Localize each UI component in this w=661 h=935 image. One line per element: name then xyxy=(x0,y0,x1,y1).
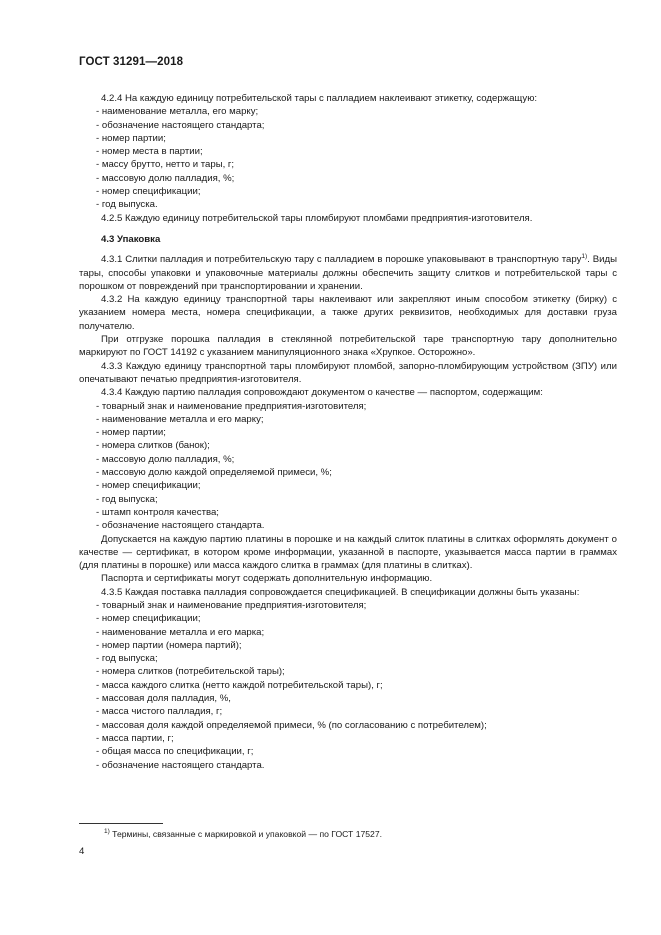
list-item: - номер спецификации; xyxy=(79,479,617,492)
list-item: - год выпуска; xyxy=(79,493,617,506)
paragraph-certificate: Допускается на каждую партию платины в порошке и на каждый слиток платины в слитках оформлять документ о качестве — сертификат, в котором кроме информации, указанной в паспорте, указывается масса партии в граммах (для платины в порошке) или масса каждого слитка в граммах (для платины в слитках). xyxy=(79,533,617,572)
document-header: ГОСТ 31291—2018 xyxy=(79,56,184,68)
paragraph-4-2-5: 4.2.5 Каждую единицу потребительской тары пломбируют пломбами предприятия-изготовителя. xyxy=(101,212,533,224)
paragraph-4-3-3: 4.3.3 Каждую единицу транспортной тары пломбируют пломбой, запорно-пломбирующим устройством (ЗПУ) или опечатывают печатью предприятия-изготовителя. xyxy=(79,360,617,385)
list-item: - массовая доля каждой определяемой примеси, % (по согласованию с потребителем); xyxy=(79,719,617,732)
list-item: - номера слитков (банок); xyxy=(79,439,617,452)
list-item: - массу брутто, нетто и тары, г; xyxy=(79,158,617,171)
list-item: - товарный знак и наименование предприятия-изготовителя; xyxy=(79,599,617,612)
list-item: - масса чистого палладия, г; xyxy=(79,705,617,718)
paragraph-4-3-4: 4.3.4 Каждую партию палладия сопровождают документом о качестве — паспортом, содержащим: xyxy=(101,387,543,399)
list-item: - год выпуска; xyxy=(79,652,617,665)
paragraph-glass-tare: При отгрузке порошка палладия в стеклянной потребительской таре транспортную тару дополнительно маркируют по ГОСТ 14192 с указанием манипуляционного знака «Хрупкое. Осторожно». xyxy=(79,334,617,359)
footnote-mark: 1) xyxy=(104,828,110,836)
footnote xyxy=(104,829,617,840)
paragraph-4-3-2: 4.3.2 На каждую единицу транспортной тары наклеивают или закрепляют иным способом этикетку (бирку) с указанием номера места, номера спецификации, а также других реквизитов, необходимых для доставки груза получателю. xyxy=(79,294,617,332)
list-item: - номер места в партии; xyxy=(79,145,617,158)
list-item: - товарный знак и наименование предприятия-изготовителя; xyxy=(79,400,617,413)
list-item: - номер партии (номера партий); xyxy=(79,639,617,652)
list-item: - массовую долю палладия, %; xyxy=(79,172,617,185)
list-item: - наименование металла и его марку; xyxy=(79,413,617,426)
document-body xyxy=(79,92,617,772)
list-item: - обозначение настоящего стандарта. xyxy=(79,759,617,772)
footnote-separator xyxy=(79,823,163,824)
footnote-reference: 1) xyxy=(581,253,588,261)
paragraph-4-3-1-text-b: . Виды тары, способы упаковки и упаковочные материалы должны обеспечить защиту слитков и потребительской тары с порошком от повреждений при транспортировании и хранении. xyxy=(79,254,617,292)
list-item: - год выпуска. xyxy=(79,198,617,211)
paragraph-4-3-1-text-a: 4.3.1 Слитки палладия и потребительскую тару с палладием в порошке упаковывают в транспортную тару xyxy=(101,254,582,266)
paragraph-4-3-5: 4.3.5 Каждая поставка палладия сопровождается спецификацией. В спецификации должны быть указаны: xyxy=(101,586,580,598)
list-item: - наименование металла и его марка; xyxy=(79,626,617,639)
list-item: - массовую долю каждой определяемой примеси, %; xyxy=(79,466,617,479)
list-item: - номер партии; xyxy=(79,132,617,145)
list-item: - масса каждого слитка (нетто каждой потребительской тары), г; xyxy=(79,679,617,692)
footnote-text: Термины, связанные с маркировкой и упаковкой — по ГОСТ 17527. xyxy=(112,829,382,839)
list-item: - массовую долю палладия, %; xyxy=(79,453,617,466)
section-title-4-3: 4.3 Упаковка xyxy=(101,233,161,245)
list-item: - номер спецификации; xyxy=(79,612,617,625)
paragraph-additional-info: Паспорта и сертификаты могут содержать дополнительную информацию. xyxy=(101,573,433,585)
list-item: - номер спецификации; xyxy=(79,185,617,198)
list-item: - масса партии, г; xyxy=(79,732,617,745)
list-item: - общая масса по спецификации, г; xyxy=(79,745,617,758)
list-item: - штамп контроля качества; xyxy=(79,506,617,519)
paragraph-4-2-4: 4.2.4 На каждую единицу потребительской тары с палладием наклеивают этикетку, содержащую: xyxy=(101,93,538,104)
page-number: 4 xyxy=(79,846,85,857)
list-item: - обозначение настоящего стандарта; xyxy=(79,119,617,132)
list-item: - наименование металла, его марку; xyxy=(79,105,617,118)
paragraph-4-3-1 xyxy=(79,253,617,293)
list-item: - номера слитков (потребительской тары); xyxy=(79,665,617,678)
list-item: - номер партии; xyxy=(79,426,617,439)
list-item: - обозначение настоящего стандарта. xyxy=(79,519,617,532)
list-item: - массовая доля палладия, %, xyxy=(79,692,617,705)
